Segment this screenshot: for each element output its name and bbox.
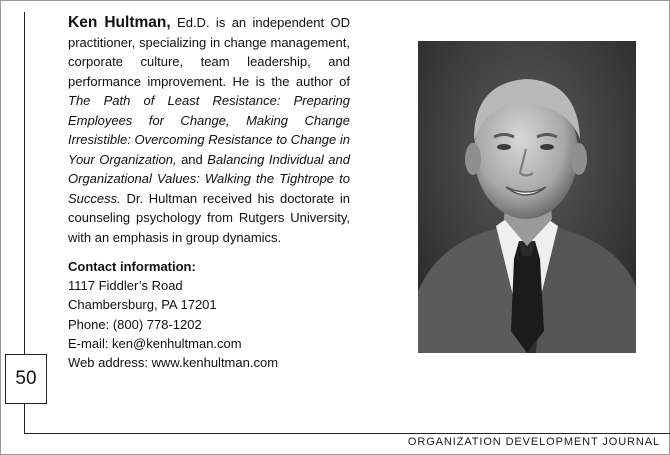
contact-block [68, 257, 358, 372]
page-number: 50 [5, 354, 47, 404]
contact-street: 1117 Fiddler’s Road [68, 278, 183, 294]
bio-rest: Dr. Hultman received his doctorate in counseling psychology from Rutgers University, with an emphasis in group dynamics. [68, 190, 350, 245]
author-photo [418, 41, 636, 353]
contact-phone: Phone: (800) 778-1202 [68, 316, 202, 332]
contact-heading: Contact information: [68, 259, 196, 274]
contact-email: E-mail: ken@kenhultman.com [68, 335, 242, 351]
book-title-1: The Path of Least Resistance: Preparing Employees for Change, [68, 93, 350, 128]
bio-separator-1 [230, 113, 246, 128]
bio-intro: Ed.D. is an independent OD practitioner, specializing in change management, corporate culture, team leadership, and performance improvement. He is the author of [68, 15, 350, 89]
book-title-3: Balancing Individual and Organizational Values: Walking the Tightrope to Success. [68, 151, 350, 206]
footer-rule [24, 433, 670, 434]
author-bio [68, 13, 350, 247]
bio-separator-2: and [176, 151, 208, 167]
book-title-2: Making Change Irresistible: Overcoming Resistance to Change in Your Organization, [68, 112, 350, 167]
contact-web: Web address: www.kenhultman.com [68, 355, 279, 371]
author-name: Ken Hultman, [68, 14, 171, 31]
contact-city: Chambersburg, PA 17201 [68, 297, 217, 313]
journal-title: ORGANIZATION DEVELOPMENT JOURNAL [407, 436, 660, 448]
